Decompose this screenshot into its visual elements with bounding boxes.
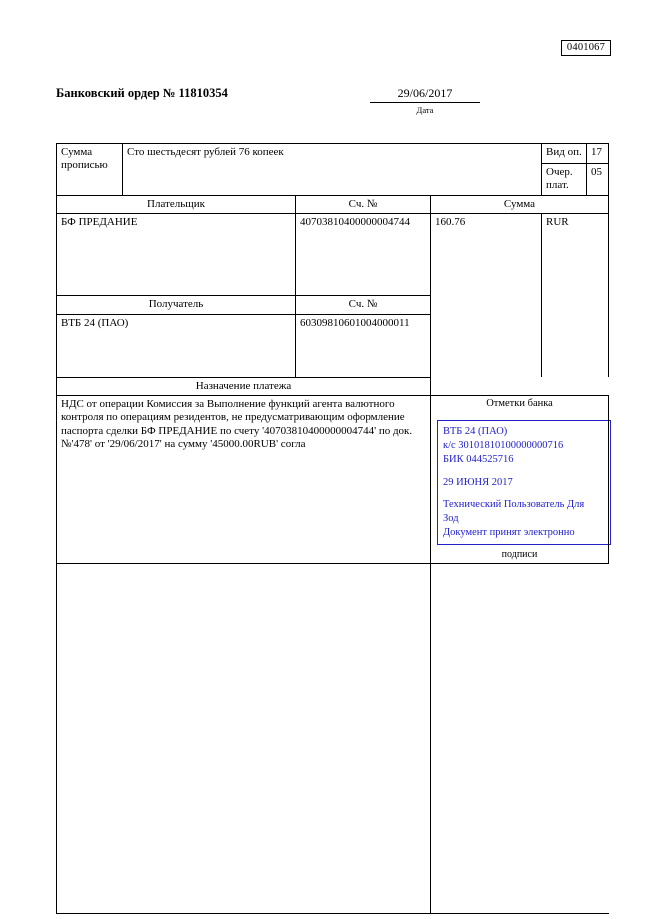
table-row-header-purpose	[57, 377, 609, 395]
date-value: 29/06/2017	[370, 86, 480, 103]
op-type-value: 17	[587, 144, 609, 164]
payer-currency: RUR	[542, 214, 609, 377]
header-payee-account-no: Сч. №	[296, 296, 431, 314]
bank-stamp-gap2	[443, 490, 605, 498]
footer-right-area	[431, 564, 609, 914]
bank-stamp-line7: Документ принят электронно	[443, 527, 575, 539]
bank-stamp-line2: к/с 30101810100000000716	[443, 440, 564, 452]
form-code-box: 0401067	[561, 40, 611, 56]
priority-value: 05	[587, 164, 609, 196]
priority-label: Очер. плат.	[542, 164, 587, 196]
table-row-headers-payer	[57, 195, 609, 213]
header-payer: Плательщик	[57, 195, 296, 213]
bank-stamp-line5: Технический Пользователь Для	[443, 498, 585, 510]
op-type-label: Вид оп.	[542, 144, 587, 164]
payer-account-extra	[296, 273, 431, 296]
bank-stamp-line3: БИК 044525716	[443, 454, 514, 466]
header-bank-marks: Отметки банка	[486, 398, 553, 410]
bank-stamp-line1: ВТБ 24 (ПАО)	[443, 426, 508, 438]
header-purpose-spacer	[431, 377, 609, 395]
order-table	[56, 143, 609, 914]
bank-stamp	[437, 420, 611, 545]
payer-extra	[57, 273, 296, 296]
bank-stamp-cell	[431, 416, 609, 564]
payer-account: 40703810400000004744	[296, 214, 431, 274]
signatures-caption: подписи	[501, 549, 538, 561]
amount-words-value: Сто шестьдесят рублей 76 копеек	[123, 144, 542, 196]
footer-left-area	[57, 564, 431, 914]
table-row-footer-body	[57, 564, 609, 914]
payer-name: БФ ПРЕДАНИЕ	[57, 214, 296, 274]
header-amount: Сумма	[431, 195, 609, 213]
table-row-purpose	[57, 396, 609, 417]
date-caption: Дата	[416, 105, 434, 115]
table-row-amount-words	[57, 144, 609, 164]
document-title: Банковский ордер № 11810354	[56, 86, 228, 100]
bank-stamp-gap	[443, 468, 605, 476]
amount-words-label: Сумма прописью	[57, 144, 123, 196]
bank-marks-cell	[431, 396, 609, 417]
purpose-text: НДС от операции Комиссия за Выполнение функций агента валютного контроля по операциям резидентов, не предусматривающим оформление паспорта сделки БФ ПРЕДАНИЕ по счету '40703810400000004744' по док.№'478' от '29/06/2017' на сумму '45000.00RUB' согла	[57, 396, 431, 564]
document-date	[370, 86, 480, 115]
header-account-no: Сч. №	[296, 195, 431, 213]
bank-stamp-line4: 29 ИЮНЯ 2017	[443, 476, 513, 488]
payee-name: ВТБ 24 (ПАО)	[57, 314, 296, 377]
payer-amount: 160.76	[431, 214, 542, 377]
payee-account: 60309810601004000011	[296, 314, 431, 377]
bank-stamp-line6: Зод	[443, 512, 459, 524]
header-payee: Получатель	[57, 296, 296, 314]
header-purpose: Назначение платежа	[57, 377, 431, 395]
table-row-payer	[57, 214, 609, 274]
